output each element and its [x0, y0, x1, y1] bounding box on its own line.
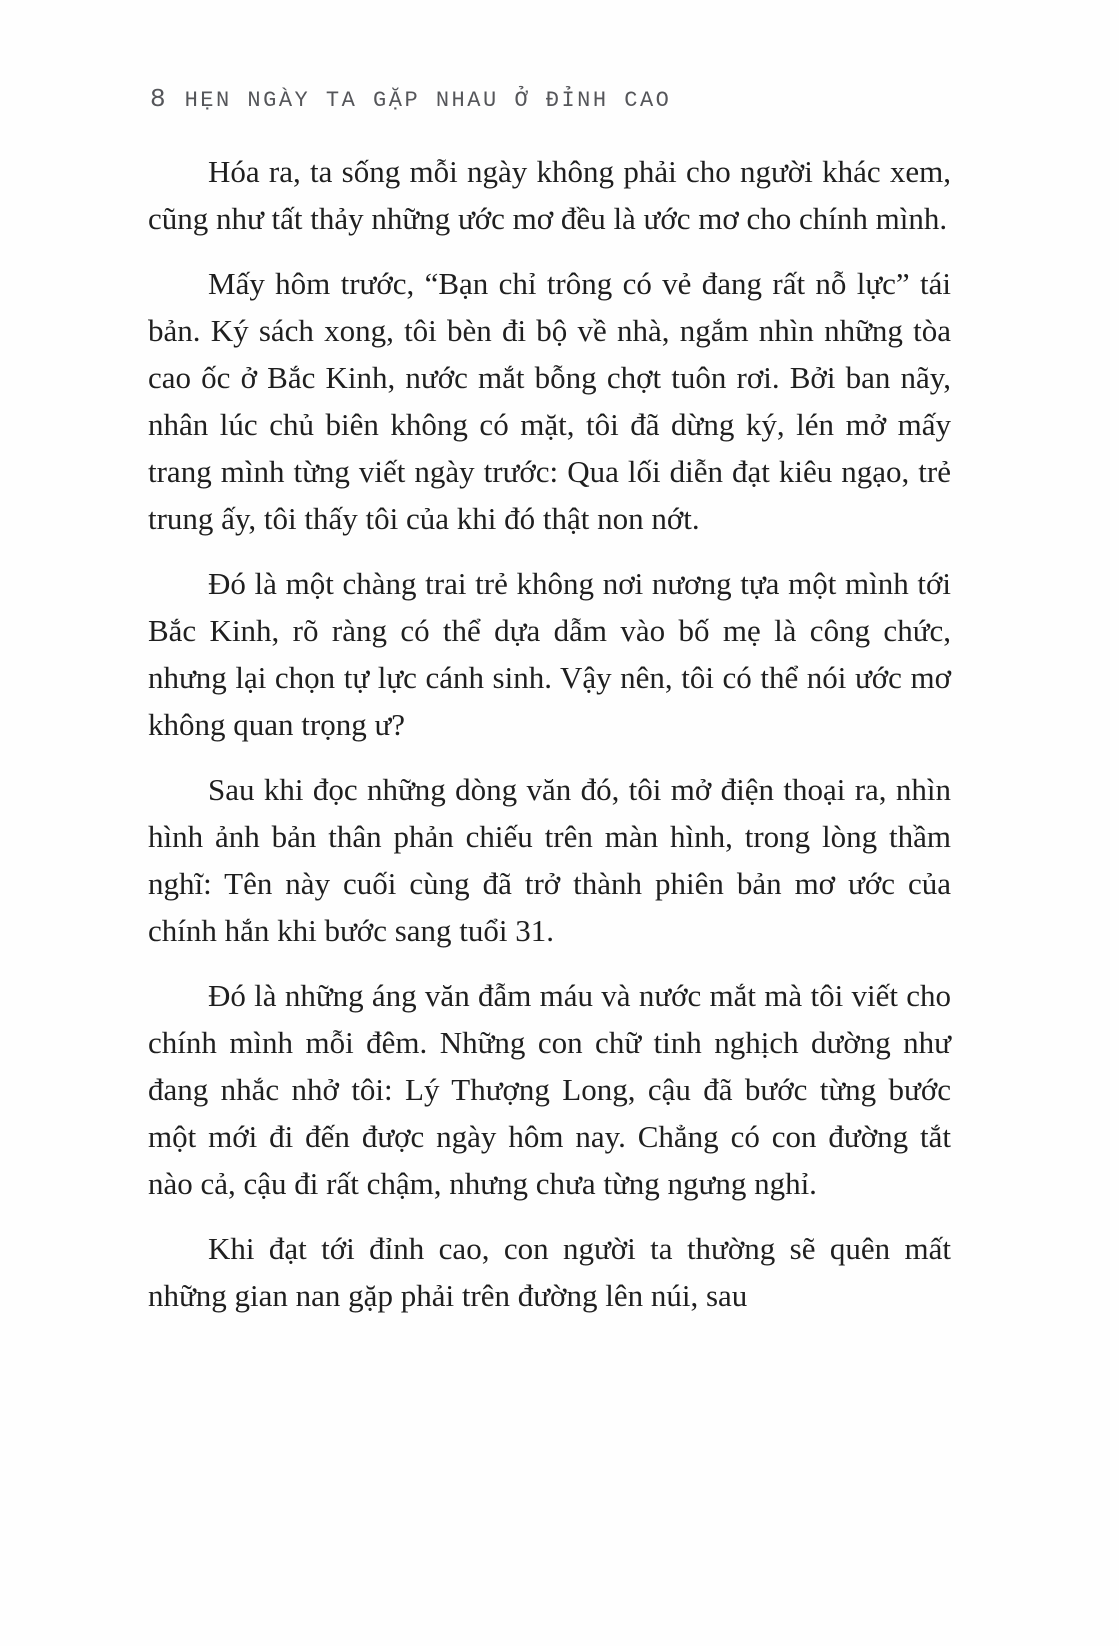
- running-title: HẸN NGÀY TA GẶP NHAU Ở ĐỈNH CAO: [184, 88, 672, 113]
- paragraph: Đó là những áng văn đẫm máu và nước mắt mà tôi viết cho chính mình mỗi đêm. Những con chữ tinh nghịch dường như đang nhắc nhở tôi: Lý Thượng Long, cậu đã bước từng bước một mới đi đến được ngày hôm nay. Chẳng có con đường tắt nào cả, cậu đi rất chậm, nhưng chưa từng ngưng nghỉ.: [148, 978, 951, 1201]
- paragraph: Sau khi đọc những dòng văn đó, tôi mở điện thoại ra, nhìn hình ảnh bản thân phản chiếu trên màn hình, trong lòng thầm nghĩ: Tên này cuối cùng đã trở thành phiên bản mơ ước của chính hắn khi bước sang tuổi 31.: [148, 772, 951, 948]
- paragraph: Mấy hôm trước, “Bạn chỉ trông có vẻ đang rất nỗ lực” tái bản. Ký sách xong, tôi bèn đi bộ về nhà, ngắm nhìn những tòa cao ốc ở Bắc Kinh, nước mắt bỗng chợt tuôn rơi. Bởi ban nãy, nhân lúc chủ biên không có mặt, tôi đã dừng ký, lén mở mấy trang mình từng viết ngày trước: Qua lối diễn đạt kiêu ngạo, trẻ trung ấy, tôi thấy tôi của khi đó thật non nớt.: [148, 266, 951, 536]
- paragraph: Khi đạt tới đỉnh cao, con người ta thường sẽ quên mất những gian nan gặp phải trên đường lên núi, sau: [148, 1231, 951, 1313]
- paragraph: Hóa ra, ta sống mỗi ngày không phải cho người khác xem, cũng như tất thảy những ước mơ đều là ước mơ cho chính mình.: [148, 154, 951, 236]
- running-header: [150, 84, 671, 114]
- page-number: 8: [150, 84, 167, 114]
- paragraph: Đó là một chàng trai trẻ không nơi nương tựa một mình tới Bắc Kinh, rõ ràng có thể dựa dẫm vào bố mẹ là công chức, nhưng lại chọn tự lực cánh sinh. Vậy nên, tôi có thể nói ước mơ không quan trọng ư?: [148, 566, 951, 742]
- body-text-block: [148, 148, 951, 1337]
